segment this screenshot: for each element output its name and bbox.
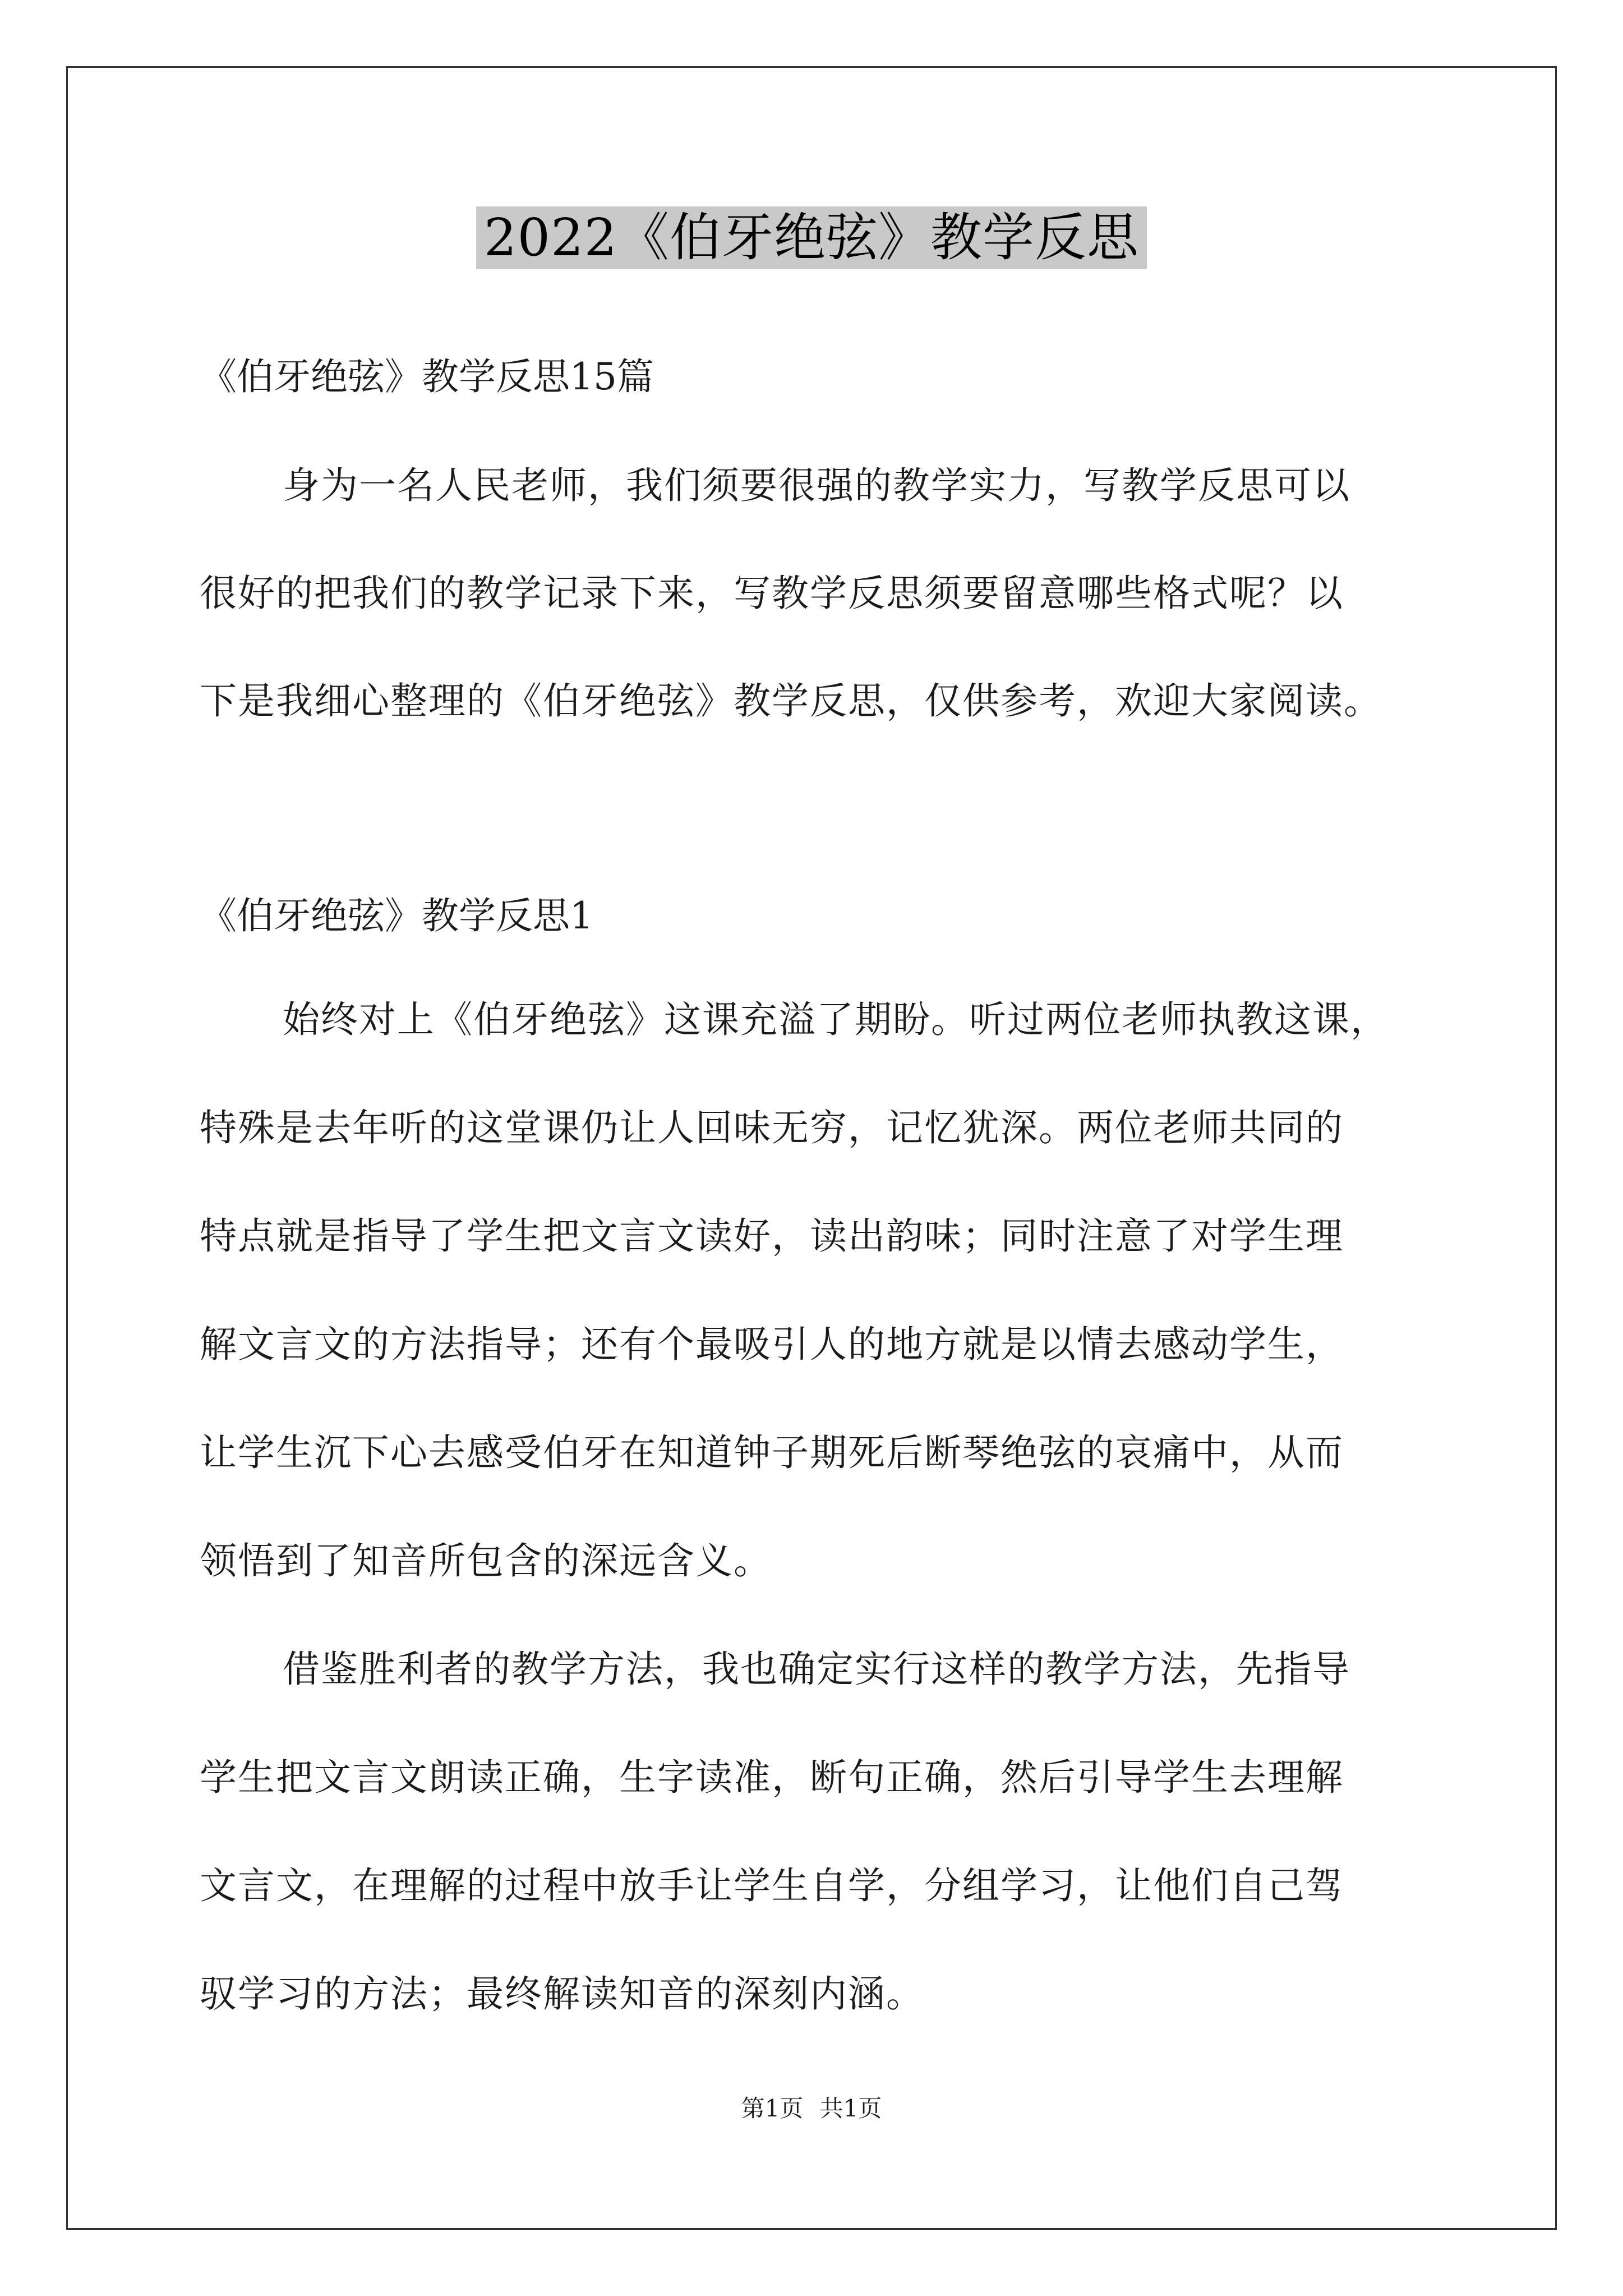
page-footer [0, 2090, 1623, 2124]
s1p1-line-2: 特殊是去年听的这堂课仍让人回味无穷，记忆犹深。两位老师共同的 [200, 1106, 1344, 1149]
page-total: 共1页 [819, 2095, 882, 2122]
s1p2-line-4: 驭学习的方法；最终解读知音的深刻内涵。 [200, 1972, 924, 2016]
section-1-heading: 《伯牙绝弦》教学反思1 [200, 894, 593, 937]
s1p1-line-4: 解文言文的方法指导；还有个最吸引人的地方就是以情去感动学生， [200, 1323, 1344, 1366]
document-subtitle: 《伯牙绝弦》教学反思15篇 [200, 355, 654, 398]
intro-line-3: 下是我细心整理的《伯牙绝弦》教学反思，仅供参考，欢迎大家阅读。 [200, 679, 1382, 723]
s1p2-line-3: 文言文，在理解的过程中放手让学生自学，分组学习，让他们自己驾 [200, 1864, 1344, 1907]
s1p1-line-6: 领悟到了知音所包含的深远含义。 [200, 1539, 772, 1582]
page-number: 第1页 [741, 2095, 804, 2122]
intro-line-2: 很好的把我们的教学记录下来，写教学反思须要留意哪些格式呢？以 [200, 572, 1344, 615]
s1p1-line-1: 始终对上《伯牙绝弦》这课充溢了期盼。听过两位老师执教这课， [283, 998, 1389, 1041]
s1p1-line-3: 特点就是指导了学生把文言文读好，读出韵味；同时注意了对学生理 [200, 1214, 1344, 1258]
intro-line-1: 身为一名人民老师，我们须要很强的教学实力，写教学反思可以 [283, 464, 1350, 507]
document-title: 2022《伯牙绝弦》教学反思 [476, 206, 1147, 269]
document-title-wrapper [0, 206, 1623, 269]
s1p2-line-1: 借鉴胜利者的教学方法，我也确定实行这样的教学方法，先指导 [283, 1648, 1350, 1691]
s1p2-line-2: 学生把文言文朗读正确，生字读准，断句正确，然后引导学生去理解 [200, 1756, 1344, 1799]
s1p1-line-5: 让学生沉下心去感受伯牙在知道钟子期死后断琴绝弦的哀痛中，从而 [200, 1431, 1344, 1474]
